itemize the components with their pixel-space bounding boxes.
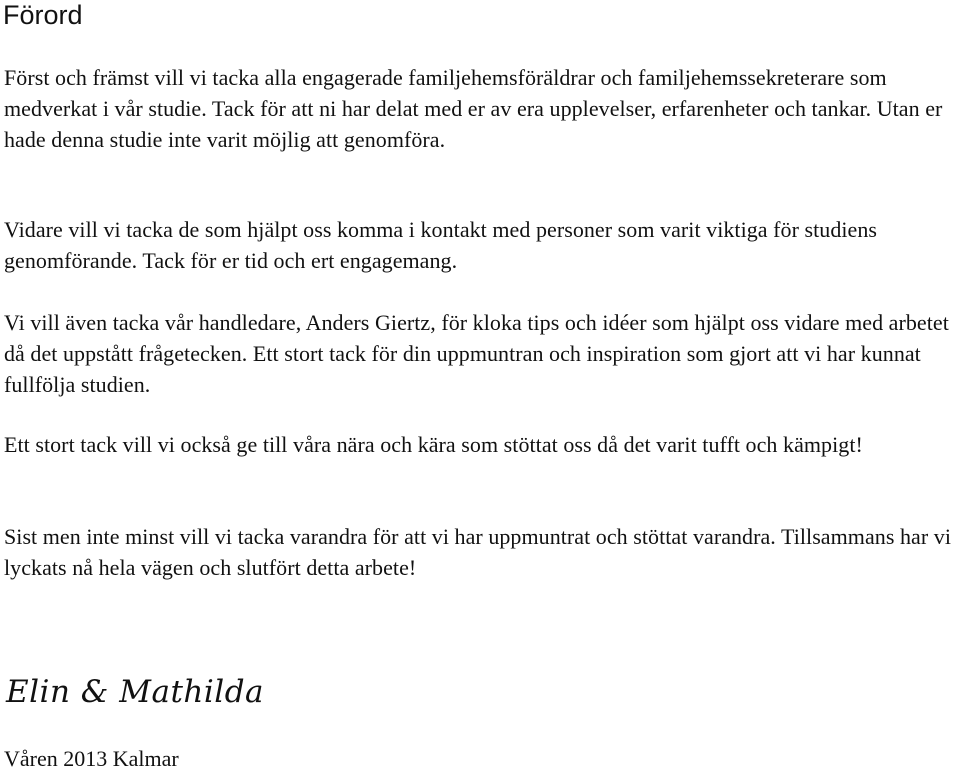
paragraph-thanks-contacts: Vidare vill vi tacka de som hjälpt oss komma i kontakt med personer som varit viktiga för studiens genomförande. Tack för er tid och ert engagemang. (4, 217, 878, 273)
paragraph-thanks-supervisor: Vi vill även tacka vår handledare, Anders Giertz, för kloka tips och idéer som hjälpt oss vidare med arbetet då det uppstått frågetecken. Ett stort tack för din uppmuntran och inspiration som gjort att vi har kunnat fullfölja studien. (4, 310, 949, 397)
page-title: Förord (3, 0, 83, 30)
paragraph-thanks-participants: Först och främst vill vi tacka alla engagerade familjehemsföräldrar och familjehemssekreterare som medverkat i vår studie. Tack för att ni har delat med er av era upplevelser, erfarenheter och tankar. Utan er hade denna studie inte varit möjlig att genomföra. (4, 65, 943, 152)
paragraph-thanks-family: Ett stort tack vill vi också ge till våra nära och kära som stöttat oss då det varit tufft och kämpigt! (4, 432, 863, 457)
dateline: Våren 2013 Kalmar (4, 746, 179, 771)
signature: Elin & Mathilda (6, 674, 265, 710)
paragraph-thanks-each-other: Sist men inte minst vill vi tacka varandra för att vi har uppmuntrat och stöttat varandra. Tillsammans har vi lyckats nå hela vägen och slutfört detta arbete! (4, 524, 951, 580)
